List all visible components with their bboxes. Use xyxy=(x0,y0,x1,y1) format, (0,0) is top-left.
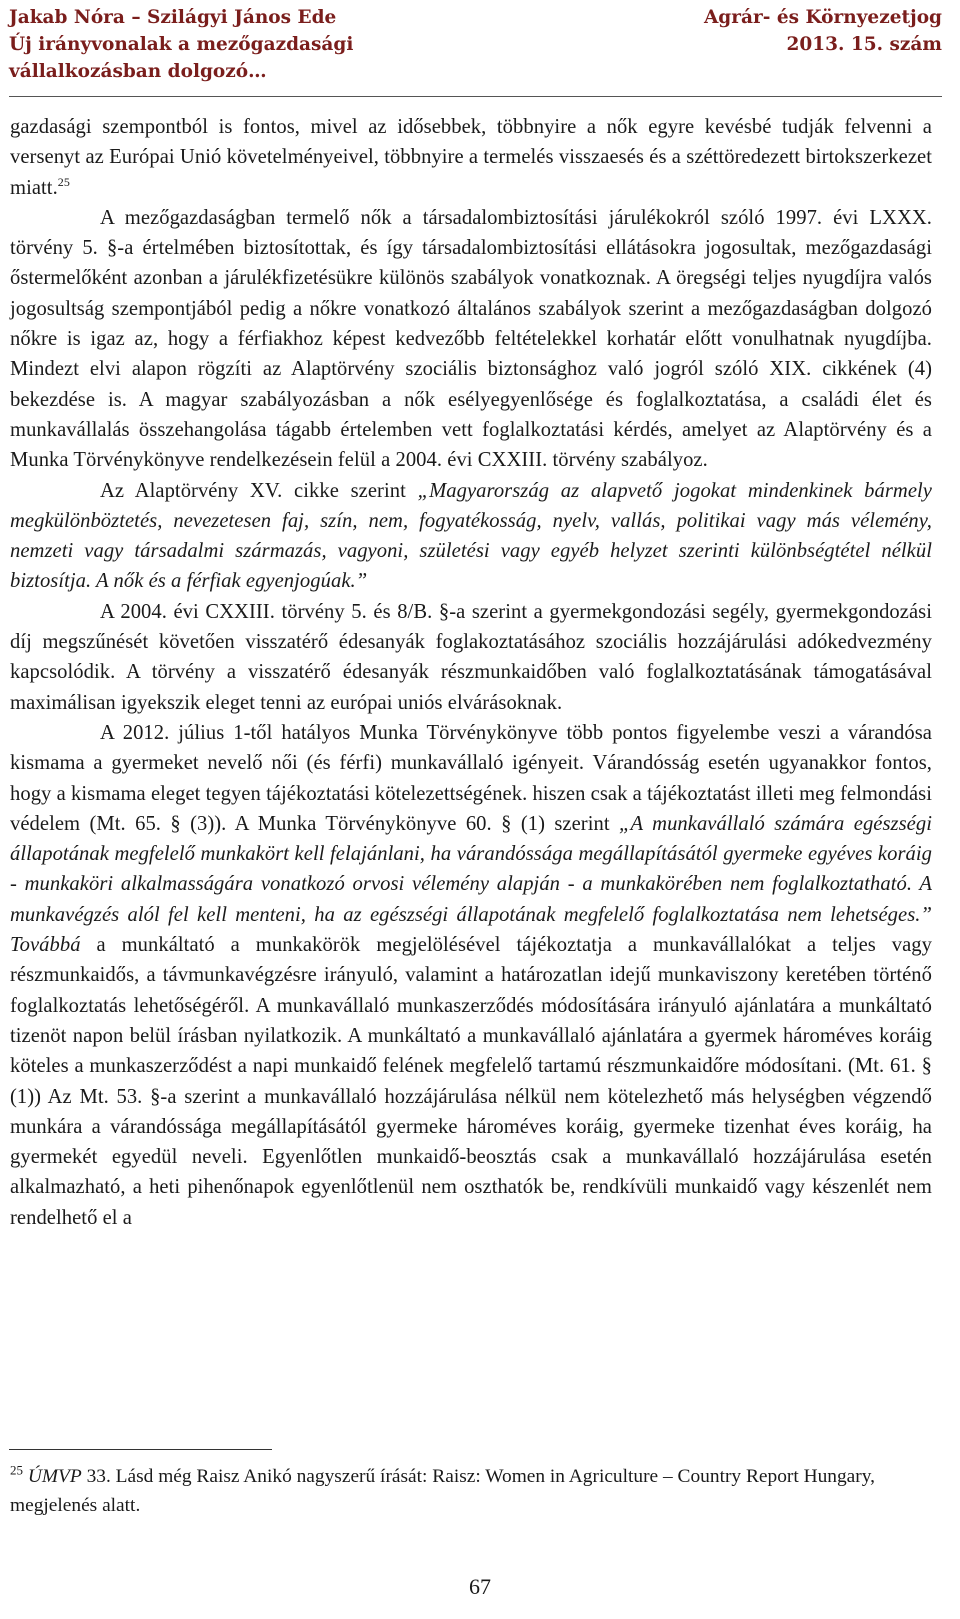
header-title-line2: vállalkozásban dolgozó… xyxy=(9,61,267,82)
paragraph-3-text: Az Alaptörvény XV. cikke szerint xyxy=(100,479,418,502)
page-number: 67 xyxy=(469,1574,491,1599)
footnote-italic: ÚMVP xyxy=(27,1466,82,1487)
constitution-quote: „Magyarország az alapvető jogokat mindenkinek bármely megkülönböztetés, nevezetesen faj, szín, nem, fogyatékosság, nyelv, vallás, politikai vagy más vélemény, nemzeti vagy társadalmi származás, vagyoni, születési vagy egyéb helyzet szerinti különbségtétel nélkül biztosítja. A nők és a férfiak egyenjogúak.” xyxy=(10,479,932,593)
paragraph-4: A 2004. évi CXXIII. törvény 5. és 8/B. §-a szerint a gyermekgondozási segély, gyermekgondozási díj megszűnését követően visszatérő édesanyák foglakoztatásához szociális hozzájárulási adókedvezmény kapcsolódik. A törvény a visszatérő édesanyák részmunkaidőben való foglalkoztatásának támogatásával maximálisan igyekszik eleget tenni az európai uniós elvárásoknak. xyxy=(10,600,932,714)
labour-code-quote: „A munkavállaló számára egészségi állapotának megfelelő munkakört kell felajánlani, ha várandóssága megállapításától gyermeke egyéves koráig - munkaköri alkalmasságára vonatkozó orvosi vélemény alapján - a munkakörében nem foglalkoztatható. A munkavégzés alól fel kell menteni, ha az egészségi állapotának megfelelő foglalkoztatása nem lehetséges.” Továbbá xyxy=(10,812,932,957)
paragraph-5-text-end: a munkáltató a munkakörök megjelölésével tájékoztatja a munkavállalókat a teljes vagy részmunkaidős, a távmunkavégzésre irányuló, valamint a határozatlan idejű munkaviszony keretében történő foglalkoztatás lehetőségéről. A munkavállaló munkaszerződés módosítására irányuló ajánlatára a munkáltató tizenöt napon belül írásban nyilatkozik. A munkáltató a munkavállaló ajánlatára a gyermek hároméves koráig köteles a munkaszerződést a napi munkaidő felének megfelelő tartamú részmunkaidőre módosítani. (Mt. 61. § (1)) Az Mt. 53. §-a szerint a munkavállaló hozzájárulása nélkül nem kötelezhető más helységben végzendő munkára a várandóssága megállapításától gyermeke hároméves koráig, gyermeke tizenhat éves koráig, ha gyermekét egyedül neveli. Egyenlőtlen munkaidő-beosztás csak a munkavállaló hozzájárulása esetén alkalmazható, a heti pihenőnapok egyenlőtlenül nem oszthatók be, rendkívüli munkaidő vagy készenlét nem rendelhető el a xyxy=(10,934,932,1229)
paragraph-3 xyxy=(10,476,932,597)
paragraph-5 xyxy=(10,718,932,1233)
header-author-title xyxy=(9,4,353,85)
running-header xyxy=(9,4,942,92)
footnote-divider xyxy=(9,1449,272,1450)
header-journal-name: Agrár- és Környezetjog xyxy=(703,7,942,28)
header-divider xyxy=(9,96,942,97)
header-title-line1: Új irányvonalak a mezőgazdasági xyxy=(9,34,354,55)
paragraph-1 xyxy=(10,112,932,203)
footnote xyxy=(10,1462,930,1520)
header-authors: Jakab Nóra – Szilágyi János Ede xyxy=(9,7,337,28)
paragraph-5-text-start: A 2012. július 1-től hatályos Munka Törvénykönyve több pontos figyelembe veszi a várandósa kismama a gyermeket nevelő női (és férfi) munkavállaló igényeit. Várandósság esetén ugyanakkor fontos, hogy a kismama eleget tegyen tájékoztatási kötelezettségének. hiszen csak a tájékoztatást illeti meg felmondási védelem (Mt. 65. § (3)). A Munka Törvénykönyve 60. § (1) szerint xyxy=(10,721,932,835)
paragraph-2: A mezőgazdaságban termelő nők a társadalombiztosítási járulékokról szóló 1997. évi LXXX. törvény 5. §-a értelmében biztosítottak, és így társadalombiztosítási ellátásokra jogosultak, mezőgazdasági őstermelőként azonban a járulékfizetésükre különös szabályok vonatkoznak. A öregségi teljes nyugdíjra valós jogosultság szempontjából pedig a nőkre vonatkozó általános szabályok szerint a mezőgazdaságban dolgozó nőkre is igaz az, hogy a férfiakhoz képest kedvezőbb feltételekkel korhatár előtt vonulhatnak nyugdíjba. Mindezt elvi alapon rögzíti az Alaptörvény szociális biztonsághoz való jogról szóló XIX. cikkének (4) bekezdése is. A magyar szabályozásban a nők esélyegyenlősége és foglalkoztatása, a családi élet és munkavállalás összehangolása tágabb értelemben vett foglalkoztatási kérdés, amelyet az Alaptörvény és a Munka Törvénykönyve rendelkezésein felül a 2004. évi CXXIII. törvény szabályoz. xyxy=(10,206,932,472)
header-issue: 2013. 15. szám xyxy=(786,34,942,55)
footnote-number: 25 xyxy=(10,1462,23,1478)
footnote-reference[interactable]: 25 xyxy=(57,174,70,189)
footnote-text: 33. Lásd még Raisz Anikó nagyszerű írását: Raisz: Women in Agriculture – Country Report Hungary, megjelenés alatt. xyxy=(10,1466,876,1516)
main-text xyxy=(10,112,932,1233)
header-journal xyxy=(704,4,942,58)
paragraph-1-text: gazdasági szempontból is fontos, mivel az idősebbek, többnyire a nők egyre kevésbé tudják felvenni a versenyt az Európai Unió követelményeivel, többnyire a termelés visszaesés és a széttöredezett birtokszerkezet miatt. xyxy=(10,116,932,199)
